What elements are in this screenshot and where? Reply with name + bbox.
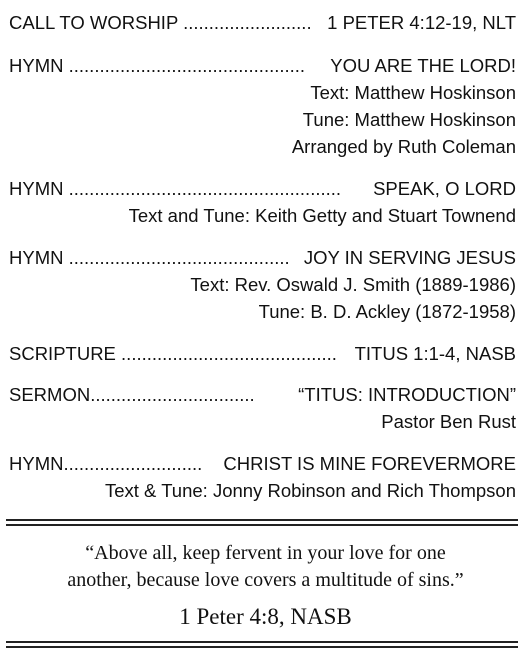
hymn-4-credit: Text & Tune: Jonny Robinson and Rich Thompson bbox=[104, 480, 516, 501]
hymn-3-text-credit: Text: Rev. Oswald J. Smith (1889-1986) bbox=[190, 274, 516, 295]
sermon-speaker: Pastor Ben Rust bbox=[381, 411, 516, 432]
quote-line-1: “Above all, keep fervent in your love for one bbox=[85, 542, 446, 564]
item-label: HYMN ........................................... bbox=[9, 247, 290, 268]
item-label: HYMN ..................................................... bbox=[9, 178, 342, 199]
item-label: HYMN........................... bbox=[9, 453, 203, 474]
divider-bottom-1 bbox=[6, 641, 518, 643]
item-value: CHRIST IS MINE FOREVERMORE bbox=[223, 453, 516, 474]
hymn-2-credit: Text and Tune: Keith Getty and Stuart Townend bbox=[128, 205, 516, 226]
divider-bottom-2 bbox=[6, 646, 518, 648]
item-label: SCRIPTURE .......................................... bbox=[9, 343, 337, 364]
divider-top-1 bbox=[6, 519, 518, 521]
item-value: JOY IN SERVING JESUS bbox=[303, 247, 516, 268]
divider-top-2 bbox=[6, 524, 518, 526]
item-value: “TITUS: INTRODUCTION” bbox=[298, 384, 516, 405]
hymn-1-arranger-credit: Arranged by Ruth Coleman bbox=[291, 136, 516, 157]
item-value: SPEAK, O LORD bbox=[373, 178, 516, 199]
item-label: CALL TO WORSHIP ......................... bbox=[9, 12, 312, 33]
item-value: YOU ARE THE LORD! bbox=[330, 55, 516, 76]
item-value: TITUS 1:1-4, NASB bbox=[354, 343, 516, 364]
hymn-3-tune-credit: Tune: B. D. Ackley (1872-1958) bbox=[258, 301, 516, 322]
hymn-1-text-credit: Text: Matthew Hoskinson bbox=[310, 82, 516, 103]
item-label: SERMON................................ bbox=[9, 384, 255, 405]
item-label: HYMN .............................................. bbox=[9, 55, 306, 76]
quote-line-2: another, because love covers a multitude of sins.” bbox=[67, 569, 464, 591]
item-value: 1 PETER 4:12-19, NLT bbox=[327, 12, 516, 33]
hymn-1-tune-credit: Tune: Matthew Hoskinson bbox=[302, 109, 516, 130]
quote-reference: 1 Peter 4:8, NASB bbox=[179, 604, 352, 629]
